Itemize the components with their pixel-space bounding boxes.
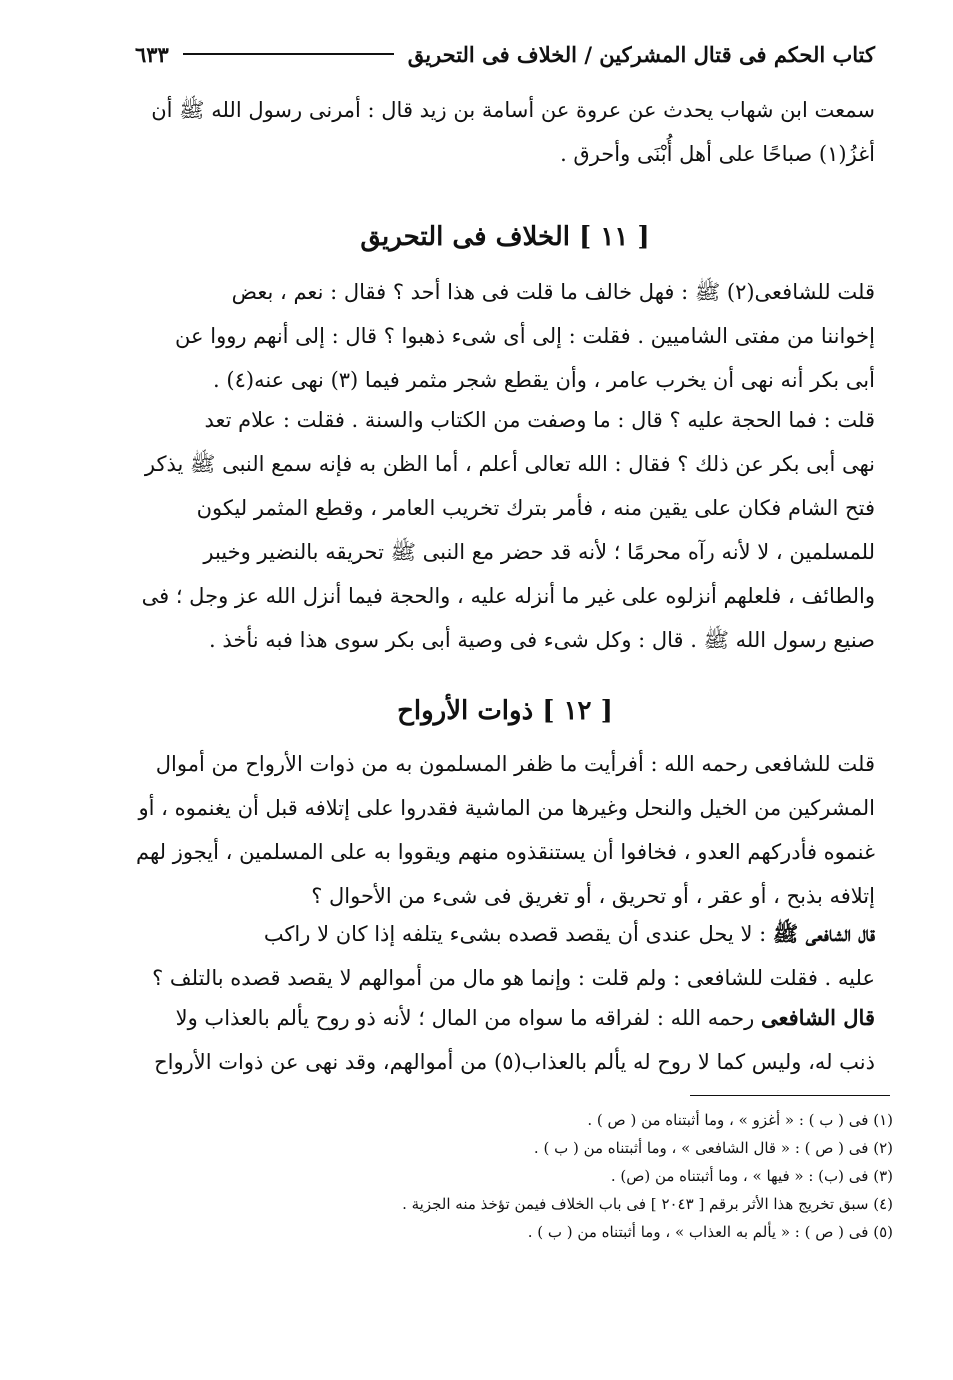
text-line: إتلافه بذبح ، أو عقر ، أو تحريق ، أو تغريق فى شىء من الأحوال ؟ [311, 884, 875, 908]
text-run: : لا يحل عندى أن يقصد قصده بشىء يتلفه إذا كان لا راكب [263, 922, 773, 946]
footnote: (٢) فى ( ص ) : « قال الشافعى » ، وما أثبتناه من ( ب ) . [533, 1139, 893, 1157]
intro-line: أغزُ(١) صباحًا على أهل أُبْنَى وأحرق . [560, 142, 875, 166]
text-line: والطائف ، فلعلهم أنزلوه على غير ما أنزله عليه ، والحجة فيما أنزل الله عز وجل ؛ فى [141, 584, 875, 608]
text-line: قلت للشافعى(٢) ﷺ : فهل خالف ما قلت فى هذا أحد ؟ فقال : نعم ، بعض [231, 280, 875, 304]
text-line [135, 996, 875, 1040]
section-11-paragraph-2 [135, 398, 875, 662]
section-11-paragraph-1 [135, 270, 875, 402]
text-line: قلت : فما الحجة عليه ؟ قال : ما وصفت من الكتاب والسنة . فقلت : علام تعد [204, 408, 875, 432]
footnote: (٣) فى (ب) : « فيها » ، وما أثبتناه من (ص) . [610, 1167, 893, 1185]
intro-paragraph [135, 88, 875, 176]
section-12-paragraph-2 [135, 912, 875, 1000]
speaker-lead: قال الشافعى [760, 1005, 875, 1030]
text-line: أبى بكر أنه نهى أن يخرب عامر ، وأن يقطع شجر مثمر فيما (٣) نهى عنه(٤) . [213, 368, 875, 392]
intro-line: سمعت ابن شهاب يحدث عن عروة عن أسامة بن زيد قال : أمرنى رسول الله ﷺ أن [151, 98, 875, 122]
text-line: للمسلمين ، لا لأنه رآه محرمًا ؛ لأنه قد حضر مع النبى ﷺ تحريقه بالنضير وخيبر [203, 540, 875, 564]
footnote: (٥) فى ( ص ) : « يألم به العذاب » ، وما أثبتناه من ( ب ) . [527, 1223, 893, 1241]
section-12-paragraph-1 [135, 742, 875, 918]
running-title: كتاب الحكم فى قتال المشركين / الخلاف فى التحريق [407, 41, 875, 67]
page-number: ٦٣٣ [135, 41, 169, 67]
footnote: (١) فى ( ب ) : « أغزو » ، وما أثبتناه من ( ص ) . [587, 1111, 893, 1129]
text-line: غنموه فأدركهم العدو ، فخافوا أن يستنقذوه منهم ويقووا به على المسلمين ، أيجوز لهم [135, 840, 875, 864]
footnote: (٤) سبق تخريج هذا الأثر برقم [ ٢٠٤٣ ] فى باب الخلاف فيمن تؤخذ منه الجزية . [402, 1195, 893, 1213]
header-rule [183, 53, 394, 55]
section-12-paragraph-3 [135, 996, 875, 1084]
text-line: قلت للشافعى رحمه الله : أفرأيت ما ظفر المسلمون به من ذوات الأرواح من أموال [155, 752, 875, 776]
text-line [135, 912, 875, 956]
text-line: نهى أبى بكر عن ذلك ؟ فقال : الله تعالى أعلم ، أما الظن به فإنه سمع النبى ﷺ يذكر [144, 452, 875, 476]
footnotes [135, 1106, 893, 1246]
section-11-heading: [ ١١ ] الخلاف فى التحريق [360, 222, 650, 252]
text-line: صنيع رسول الله ﷺ . قال : وكل شىء فى وصية أبى بكر سوى هذا فبه نأخذ . [209, 628, 875, 652]
section-12-heading: [ ١٢ ] ذوات الأرواح [397, 696, 613, 726]
text-line: المشركين من الخيل والنحل وغيرها من الماشية فقدروا على إتلافه قبل أن يغنموه ، أو [138, 796, 875, 820]
page-header [135, 34, 875, 74]
text-line: عليه . فقلت للشافعى : ولم قلت : وإنما هو مال من أموالهم لا يقصد قصده بالتلف ؟ [152, 966, 875, 990]
speaker-lead: قال الشافعى ﷺ [772, 921, 875, 946]
text-run: رحمه الله : لفراقه ما سواه من المال ؛ لأنه ذو روح يألم بالعذاب ولا [175, 1006, 761, 1030]
text-line: إخواننا من مفتى الشاميين . فقلت : إلى أى شىء ذهبوا ؟ قال : إلى أنهم رووا عن [175, 324, 875, 348]
text-line: فتح الشام فكان على يقين منه ، فأمر بترك تخريب العامر ، وقطع المثمر ليكون [196, 496, 875, 520]
footnote-separator [690, 1095, 890, 1096]
text-line: ذنب له، وليس كما لا روح له يألم بالعذاب(٥) من أموالهم، وقد نهى عن ذوات الأرواح [154, 1050, 875, 1074]
